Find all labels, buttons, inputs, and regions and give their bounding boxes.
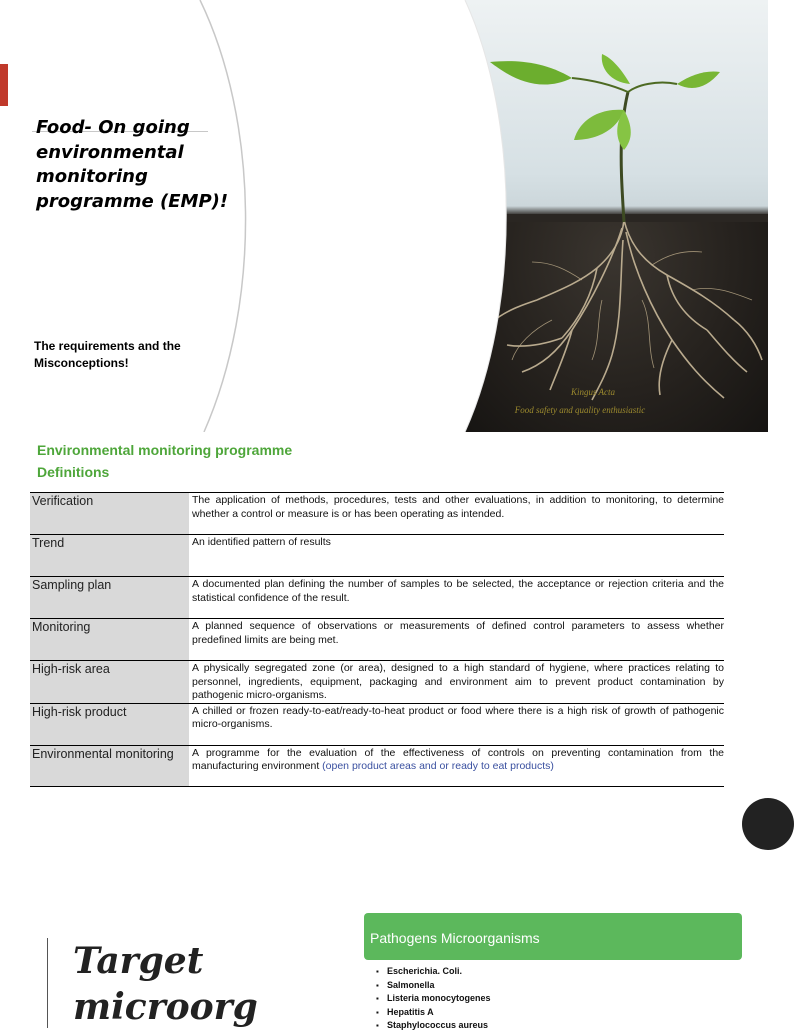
nav-dot-icon[interactable]: [742, 798, 794, 850]
table-row: [30, 577, 724, 619]
slide-title: Target microorg: [73, 940, 258, 1028]
title-slide: [0, 0, 768, 432]
term-cell: Trend: [30, 535, 189, 577]
definition-cell: [189, 745, 724, 786]
term-cell: High-risk product: [30, 703, 189, 745]
seedling-illustration: [462, 0, 768, 432]
term-cell: Monitoring: [30, 619, 189, 661]
pathogens-label: Pathogens Microorganisms: [370, 930, 540, 946]
definition-cell: A physically segregated zone (or area), designed to a high standard of hygiene, where practices relating to personnel, ingredients, equipment, packaging and environment aim to prevent product contamination by pathogenic micro-organisms.: [189, 661, 724, 704]
pathogens-list: [376, 965, 491, 1033]
definition-cell: A planned sequence of observations or measurements of defined control parameters to assess whether predefined limits are being met.: [189, 619, 724, 661]
definition-cell: A documented plan defining the number of samples to be selected, the acceptance or rejection criteria and the statistical confidence of the result.: [189, 577, 724, 619]
target-microorganisms-slide: [0, 864, 768, 1030]
slide-title: Food- On going environmental monitoring programme (EMP)!: [36, 117, 229, 212]
table-row: [30, 493, 724, 535]
list-item: ▪ Hepatitis A: [376, 1006, 491, 1020]
definition-cell: The application of methods, procedures, tests and other evaluations, in addition to monitoring, to determine whether a control or measure is or has been operating as intended.: [189, 493, 724, 535]
list-item: ▪ Escherichia. Coli.: [376, 965, 491, 979]
term-cell: Environmental monitoring: [30, 745, 189, 786]
definition-note: (open product areas and or ready to eat products): [322, 760, 554, 772]
table-row: [30, 745, 724, 786]
definition-text: A programme for the evaluation of the effectiveness of controls on preventing contamination from the manufacturing environment: [192, 746, 724, 772]
section-subheading: Definitions: [37, 464, 110, 480]
list-item: ▪ Listeria monocytogenes: [376, 992, 491, 1006]
slide-subtitle: The requirements and the Misconceptions!: [34, 339, 181, 370]
table-row: [30, 703, 724, 745]
accent-tab: [0, 64, 8, 106]
definition-cell: An identified pattern of results: [189, 535, 724, 577]
definitions-slide: [0, 432, 768, 864]
table-row: [30, 619, 724, 661]
term-cell: High-risk area: [30, 661, 189, 704]
photo-credit-name: Kingus Acta: [570, 387, 616, 397]
table-row: [30, 535, 724, 577]
definitions-table: [30, 492, 724, 787]
term-cell: Verification: [30, 493, 189, 535]
term-cell: Sampling plan: [30, 577, 189, 619]
table-row: [30, 661, 724, 704]
pathogens-header-box: [364, 913, 742, 960]
plant-photo: [462, 0, 768, 432]
definition-cell: A chilled or frozen ready-to-eat/ready-to-heat product or food where there is a high risk of growth of pathogenic micro-organisms.: [189, 703, 724, 745]
photo-credit-tagline: Food safety and quality enthusiastic: [514, 405, 646, 415]
list-item: ▪ Staphylococcus aureus: [376, 1019, 491, 1033]
section-heading: Environmental monitoring programme: [37, 442, 293, 458]
divider: [47, 938, 48, 1028]
list-item: ▪ Salmonella: [376, 979, 491, 993]
